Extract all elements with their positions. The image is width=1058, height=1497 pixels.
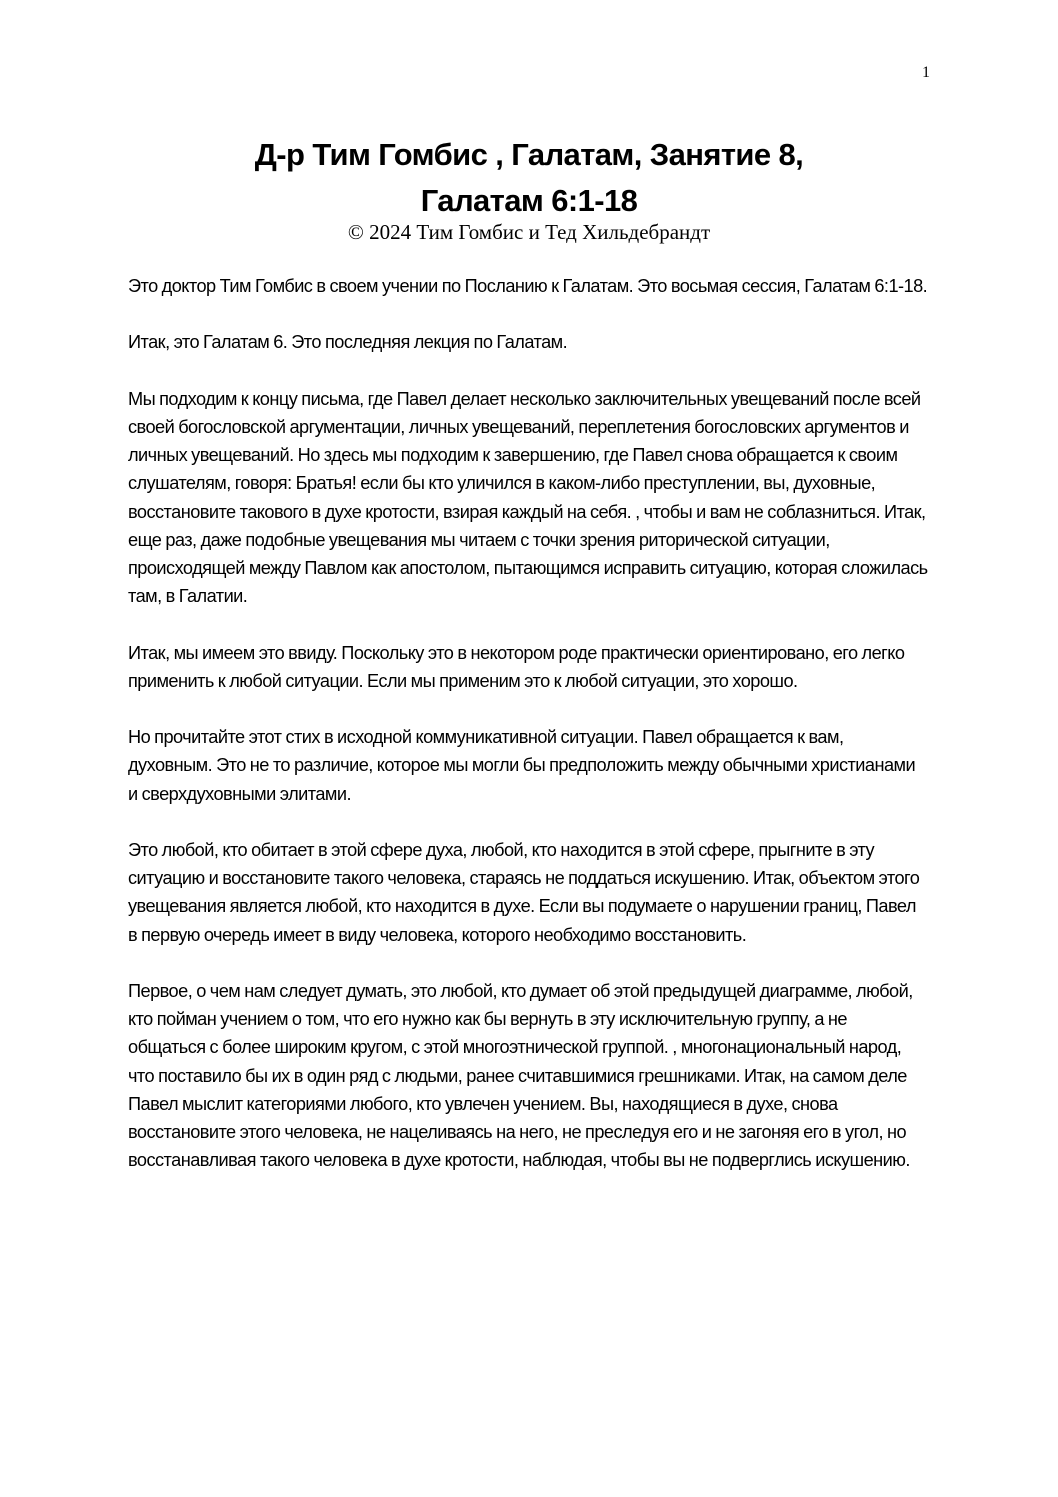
paragraph: Первое, о чем нам следует думать, это любой, кто думает об этой предыдущей диаграмме, любой, кто пойман учением о том, что его нужно как бы вернуть в эту исключительную группу, а не общаться с более широким кругом, с этой многоэтнической группой. , многонациональный народ, что поставило бы их в один ряд с людьми, ранее считавшимися грешниками. Итак, на самом деле Павел мыслит категориями любого, кто увлечен учением. Вы, находящиеся в духе, снова восстановите этого человека, не нацеливаясь на него, не преследуя его и не загоняя его в угол, но восстанавливая такого человека в духе кротости, наблюдая, чтобы вы не подверглись искушению.	[128, 980, 913, 1171]
title-line-1: Д-р Тим Гомбис , Галатам, Занятие 8,	[254, 137, 804, 172]
paragraph: Итак, это Галатам 6. Это последняя лекция по Галатам.	[128, 332, 568, 353]
paragraph: Мы подходим к концу письма, где Павел делает несколько заключительных увещеваний после всей своей богословской аргументации, личных увещеваний, переплетения богословских аргументов и личных увещеваний. Но здесь мы подходим к завершению, где Павел снова обращается к своим слушателям, говоря: Братья! если бы кто уличился в каком-либо преступлении, вы, духовные, восстановите такового в духе кротости, взирая каждый на себя. , чтобы и вам не соблазниться. Итак, еще раз, даже подобные увещевания мы читаем с точки зрения риторической ситуации, происходящей между Павлом как апостолом, пытающимся исправить ситуацию, которая сложилась там, в Галатии.	[128, 388, 928, 607]
page-number: 1	[922, 64, 930, 81]
paragraph: Это доктор Тим Гомбис в своем учении по Посланию к Галатам. Это восьмая сессия, Галатам 6:1-18.	[128, 276, 928, 296]
paragraph: Это любой, кто обитает в этой сфере духа, любой, кто находится в этой сфере, прыгните в эту ситуацию и восстановите такого человека, стараясь не поддаться искушению. Итак, объектом этого увещевания является любой, кто находится в духе. Если вы подумаете о нарушении границ, Павел в первую очередь имеет в виду человека, которого необходимо восстановить.	[128, 839, 920, 945]
title-line-2: Галатам 6:1-18	[420, 183, 638, 218]
paragraph: Итак, мы имеем это ввиду. Поскольку это в некотором роде практически ориентировано, его легко применить к любой ситуации. Если мы применим это к любой ситуации, это хорошо.	[128, 642, 905, 691]
copyright-notice: © 2024 Тим Гомбис и Тед Хильдебрандт	[347, 220, 711, 244]
document-body	[128, 272, 928, 1203]
paragraph: Но прочитайте этот стих в исходной коммуникативной ситуации. Павел обращается к вам, духовным. Это не то различие, которое мы могли бы предположить между обычными христианами и сверхдуховными элитами.	[128, 727, 916, 804]
document-title	[0, 132, 1058, 224]
